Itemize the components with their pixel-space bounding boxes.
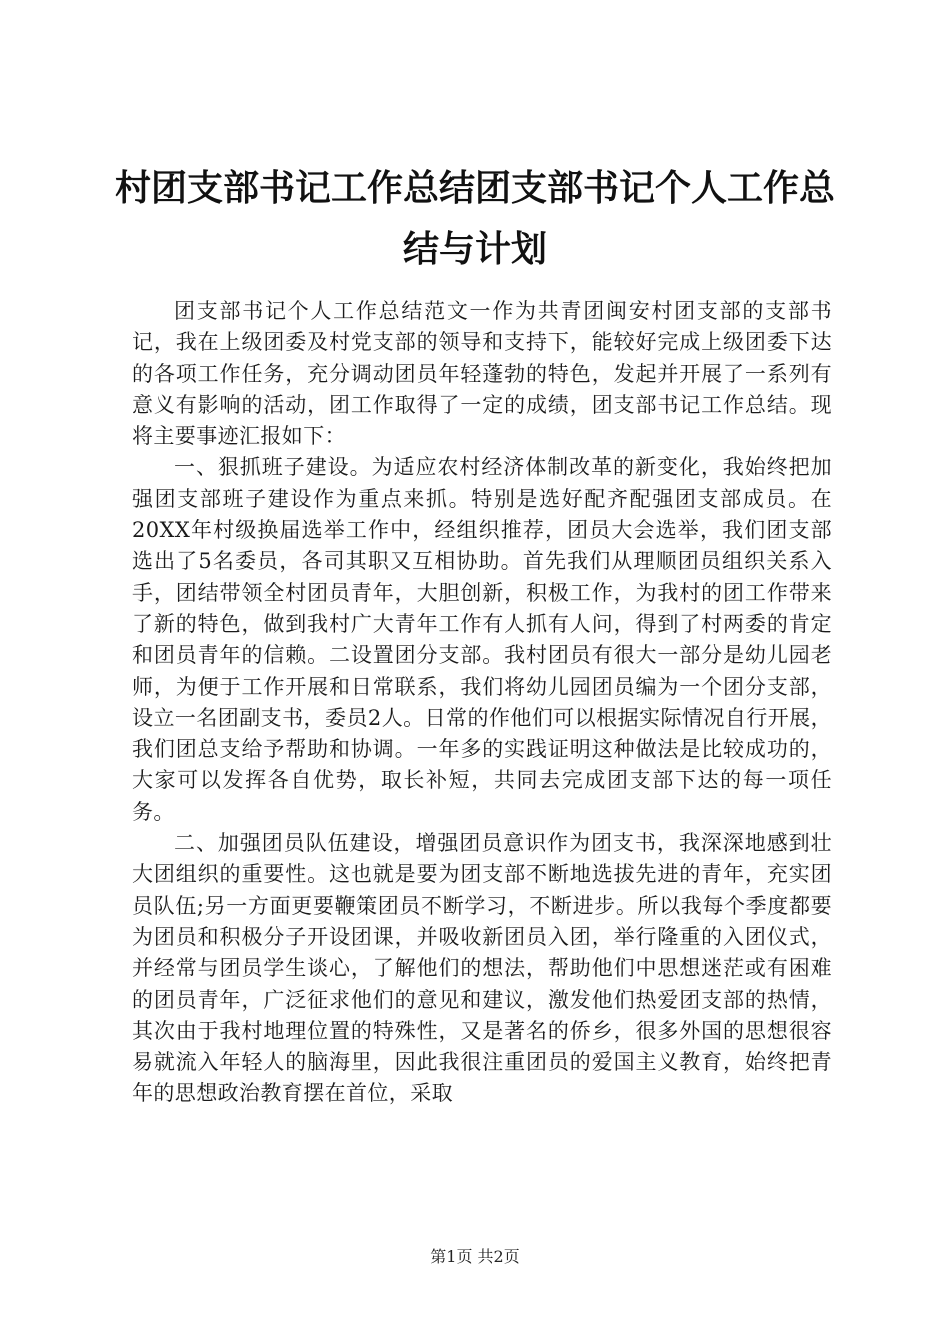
document-title-line-2: 结与计划 — [402, 228, 547, 270]
document-title-line-1: 村团支部书记工作总结团支部书记个人工作总 — [114, 167, 835, 209]
document-body — [132, 296, 832, 1110]
paragraph-section-1: 一、狠抓班子建设。为适应农村经济体制改革的新变化，我始终把加强团支部班子建设作为重点来抓。特别是选好配齐配强团支部成员。在20XX年村级换届选举工作中，经组织推荐，团员大会选举，我们团支部选出了5名委员，各司其职又互相协助。首先我们从理顺团员组织关系入手，团结带领全村团员青年，大胆创新，积极工作，为我村的团工作带来了新的特色，做到我村广大青年工作有人抓有人问，得到了村两委的肯定和团员青年的信赖。二设置团分支部。我村团员有很大一部分是幼儿园老师，为便于工作开展和日常联系，我们将幼儿园团员编为一个团分支部，设立一名团副支书，委员2人。日常的作他们可以根据实际情况自行开展，我们团总支给予帮助和协调。一年多的实践证明这种做法是比较成功的，大家可以发挥各自优势，取长补短，共同去完成团支部下达的每一项任务。 — [132, 455, 832, 824]
page-number-footer: 第1页 共2页 — [430, 1247, 520, 1266]
paragraph-section-2: 二、加强团员队伍建设，增强团员意识作为团支书，我深深地感到壮大团组织的重要性。这也就是要为团支部不断地选拔先进的青年，充实团员队伍;另一方面更要鞭策团员不断学习，不断进步。所以我每个季度都要为团员和积极分子开设团课，并吸收新团员入团，举行隆重的入团仪式，并经常与团员学生谈心，了解他们的想法，帮助他们中思想迷茫或有困难的团员青年，广泛征求他们的意见和建议，激发他们热爱团支部的热情，其次由于我村地理位置的特殊性，又是著名的侨乡，很多外国的思想很容易就流入年轻人的脑海里，因此我很注重团员的爱国主义教育，始终把青年的思想政治教育摆在首位，采取 — [132, 831, 832, 1106]
paragraph-intro: 团支部书记个人工作总结范文一作为共青团闽安村团支部的支部书记，我在上级团委及村党支部的领导和支持下，能较好完成上级团委下达的各项工作任务，充分调动团员年轻蓬勃的特色，发起并开展了一系列有意义有影响的活动，团工作取得了一定的成绩，团支部书记工作总结。现将主要事迹汇报如下： — [132, 299, 832, 449]
